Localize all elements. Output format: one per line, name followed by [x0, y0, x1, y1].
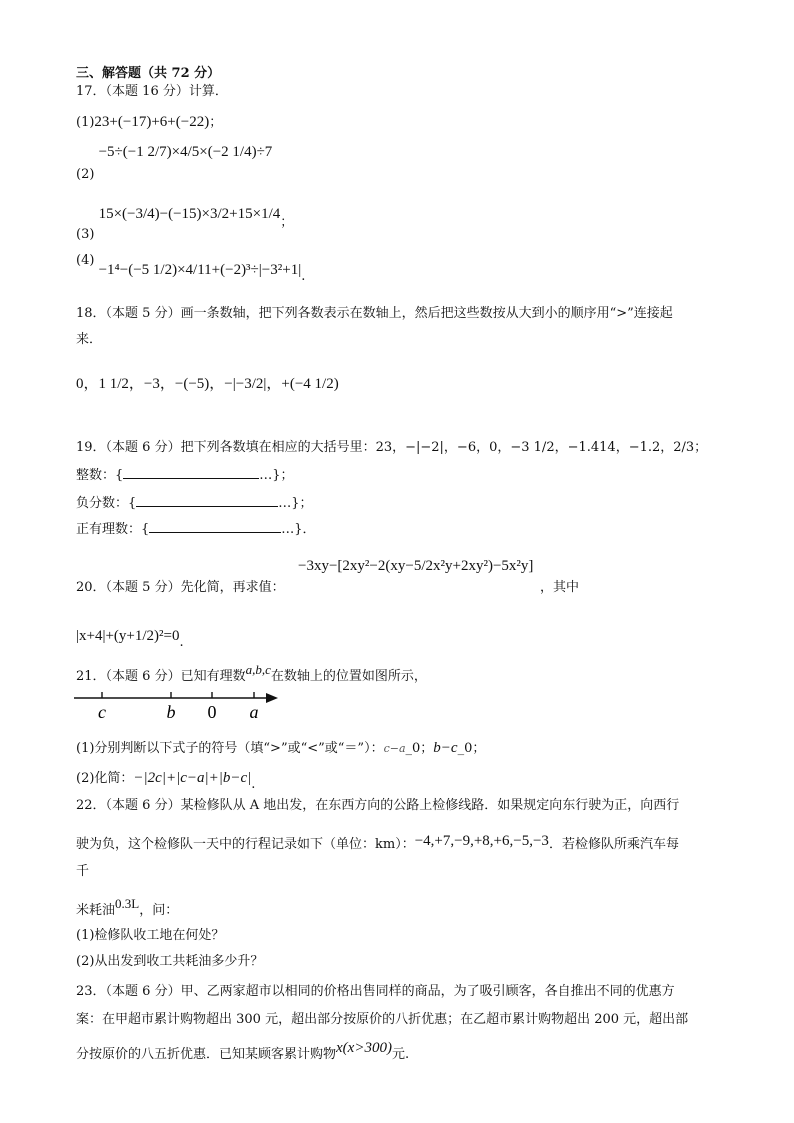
- q23-line3a: 分按原价的八五折优惠．已知某顾客累计购物: [76, 1047, 337, 1062]
- q21-stem-b: 在数轴上的位置如图所示，: [270, 669, 427, 684]
- number-line-svg: [72, 686, 292, 726]
- q17-part1: [76, 112, 222, 133]
- q18-stem-line2: 来．: [76, 332, 103, 347]
- q19-posrat-end: …}．: [281, 522, 316, 537]
- q21-p1-expr-b: b−c: [433, 740, 458, 756]
- q22-part1: (1)检修队收工地在何处？: [76, 928, 225, 943]
- q23-line3b: 元.: [391, 1047, 410, 1062]
- q22-line4: [76, 896, 179, 921]
- q17-part3: [76, 206, 294, 242]
- q19-integers-label: 整数：{: [76, 468, 124, 483]
- q21-p1-blank-a[interactable]: _0；: [405, 741, 434, 756]
- number-line-arrow: [266, 693, 278, 703]
- q19-posrat-blank[interactable]: [149, 518, 281, 533]
- q17-p4-expr: −1⁴−(−5 1/2)×4/11+(−2)³÷|−3²+1|: [98, 262, 302, 278]
- q20-stem: 20．（本题 5 分）先化简，再求值：: [76, 580, 285, 595]
- q19-posrat-label: 正有理数：{: [76, 522, 150, 537]
- q17-part4: [76, 253, 306, 284]
- q17-p1-label: (1): [76, 115, 95, 130]
- q21-p1-text: (1)分别判断以下式子的符号（填“>”或“<”或“＝”）：: [76, 741, 384, 756]
- q19-negfrac-end: …}；: [278, 496, 313, 511]
- label-b: b: [166, 702, 176, 722]
- q19-integers-end: …}；: [259, 468, 294, 483]
- q17-p3-expr: 15×(−3/4)−(−15)×3/2+15×1/4: [98, 206, 281, 222]
- q22-fuel: 0.3L: [115, 896, 140, 911]
- section-title: 三、解答题（共 72 分）: [76, 66, 221, 81]
- q18-stem-line1: 18．（本题 5 分）画一条数轴，把下列各数表示在数轴上，然后把这些数按从大到小的顺序用“>”连接起: [76, 306, 673, 321]
- number-line-figure: [72, 686, 292, 726]
- q17-p3-label: (3): [76, 227, 95, 242]
- q17-p4-end: .: [301, 269, 306, 284]
- label-c: c: [98, 702, 106, 722]
- q17-p1-expr: 23+(−17)+6+(−22): [94, 114, 210, 130]
- q17-p2-expr: −5÷(−1 2/7)×4/5×(−2 1/4)÷7: [98, 144, 273, 160]
- q22-line2b: ．若检修队所乘汽车每: [548, 837, 679, 852]
- q17-part2: [76, 144, 273, 182]
- q17-p2-label: (2): [76, 167, 95, 182]
- q17-stem: 17．（本题 16 分）计算．: [76, 84, 228, 99]
- q23-line1: 23．（本题 6 分）甲、乙两家超市以相同的价格出售同样的商品，为了吸引顾客，各自推出不同的优惠方: [76, 984, 675, 999]
- q21-stem-a: 21．（本题 6 分）已知有理数: [76, 669, 246, 684]
- q21-part1: [76, 738, 485, 759]
- q19-integers-row: [76, 464, 294, 486]
- q19-posrat-row: [76, 518, 316, 540]
- q21-p1-blank-b[interactable]: _0；: [457, 741, 486, 756]
- q19-negfrac-row: [76, 492, 313, 514]
- q18-numbers: 0，1 1/2，−3，−(−5)，−|−3/2|，+(−4 1/2): [76, 376, 339, 392]
- q20-expression: −3xy−[2xy²−2(xy−5/2x²y+2xy²)−5x²y]: [298, 558, 534, 574]
- q19-integers-blank[interactable]: [123, 464, 259, 479]
- q19-stem: 19．（本题 6 分）把下列各数填在相应的大括号里：23，−|−2|，−6，0，−3 1/2，−1.414，−1.2，2/3；: [76, 440, 708, 455]
- q19-negfrac-label: 负分数：{: [76, 496, 137, 511]
- q22-line4b: ，问：: [139, 903, 179, 918]
- q19-negfrac-blank[interactable]: [136, 492, 278, 507]
- q20-condition-end: .: [179, 635, 184, 650]
- label-a: a: [249, 702, 259, 722]
- q22-line4a: 米耗油: [76, 903, 116, 918]
- q20-stem-end: ，其中: [540, 580, 580, 595]
- q20-condition: |x+4|+(y+1/2)²=0: [76, 628, 180, 644]
- q21-p2-end: .: [251, 777, 256, 792]
- q17-p1-end: ；: [209, 115, 223, 130]
- q23-x-expr: x(x>300): [336, 1040, 392, 1056]
- q17-p4-label: (4): [76, 253, 95, 268]
- q22-line3: 千: [76, 864, 90, 879]
- q21-stem-row: [76, 662, 427, 687]
- q20-condition-row: [76, 626, 184, 650]
- q21-p1-expr-a: c−a: [383, 742, 406, 755]
- label-0: 0: [207, 702, 217, 722]
- q23-line3: [76, 1040, 410, 1065]
- q22-line2a: 驶为负，这个检修队一天中的行程记录如下（单位：km）：: [76, 837, 415, 852]
- q21-vars: a,b,c: [245, 662, 271, 677]
- q21-p2-expr: −|2c|+|c−a|+|b−c|: [133, 770, 252, 786]
- q22-line2: [76, 834, 679, 855]
- q21-p2-text: (2)化简：: [76, 771, 134, 786]
- q22-line1: 22．（本题 6 分）某检修队从 A 地出发，在东西方向的公路上检修线路．如果规定向东行驶为正，向西行: [76, 798, 680, 813]
- q22-part2: (2)从出发到收工共耗油多少升？: [76, 954, 264, 969]
- q21-part2: [76, 768, 256, 792]
- q23-line2: 案：在甲超市累计购物超出 300 元，超出部分按原价的八折优惠；在乙超市累计购物超出 200 元，超出部: [76, 1012, 689, 1027]
- q22-records: −4,+7,−9,+8,+6,−5,−3: [414, 833, 549, 849]
- q17-p3-end: ；: [280, 215, 294, 230]
